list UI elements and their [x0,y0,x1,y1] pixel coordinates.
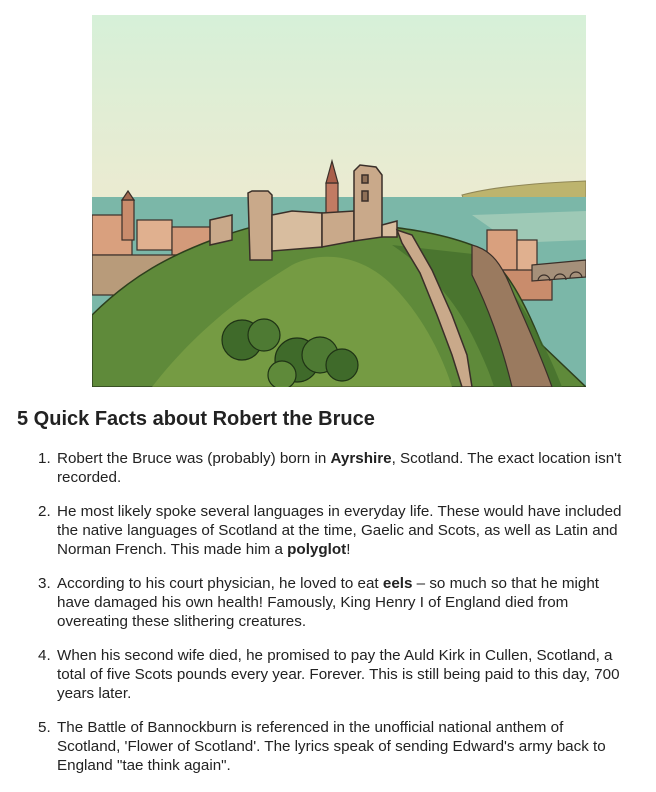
facts-list [0,449,656,790]
fact-number: 1. [38,450,51,467]
fact-item [0,574,656,631]
fact-item [0,502,656,559]
fact-item [0,718,656,775]
fact-number: 4. [38,647,51,664]
fact-text: He most likely spoke several languages in everyday life. These would have included the native languages of Scotland at the time, Gaelic and Scots, as well as Latin and Norman French. This made him a [57,503,622,558]
fact-item [0,449,656,487]
fact-text: When his second wife died, he promised to pay the Auld Kirk in Cullen, Scotland, a total of five Scots pounds every year. Forever. This is still being paid to this day, 700 years later. [57,647,620,702]
fact-number: 2. [38,503,51,520]
fact-text: – so much so that he might have damaged his own health! Famously, King Henry I of England died from overeating these slithering creatures. [57,575,600,630]
castle-illustration [92,15,586,387]
fact-text: , Scotland. The exact location isn't recorded. [57,450,622,486]
fact-number: 3. [38,575,51,592]
page-title: 5 Quick Facts about Robert the Bruce [17,408,375,430]
fact-bold-term: Ayrshire [330,450,392,467]
fact-bold-term: eels [382,575,413,592]
fact-text: According to his court physician, he loved to eat [57,575,383,592]
fact-number: 5. [38,719,51,736]
fact-item [0,646,656,703]
fact-text: Robert the Bruce was (probably) born in [57,450,331,467]
fact-text: The Battle of Bannockburn is referenced in the unofficial national anthem of Scotland, 'Flower of Scotland'. The lyrics speak of sending Edward's army back to England "tae think again". [57,719,606,774]
fact-bold-term: polyglot [287,541,347,558]
fact-text: ! [346,541,351,558]
